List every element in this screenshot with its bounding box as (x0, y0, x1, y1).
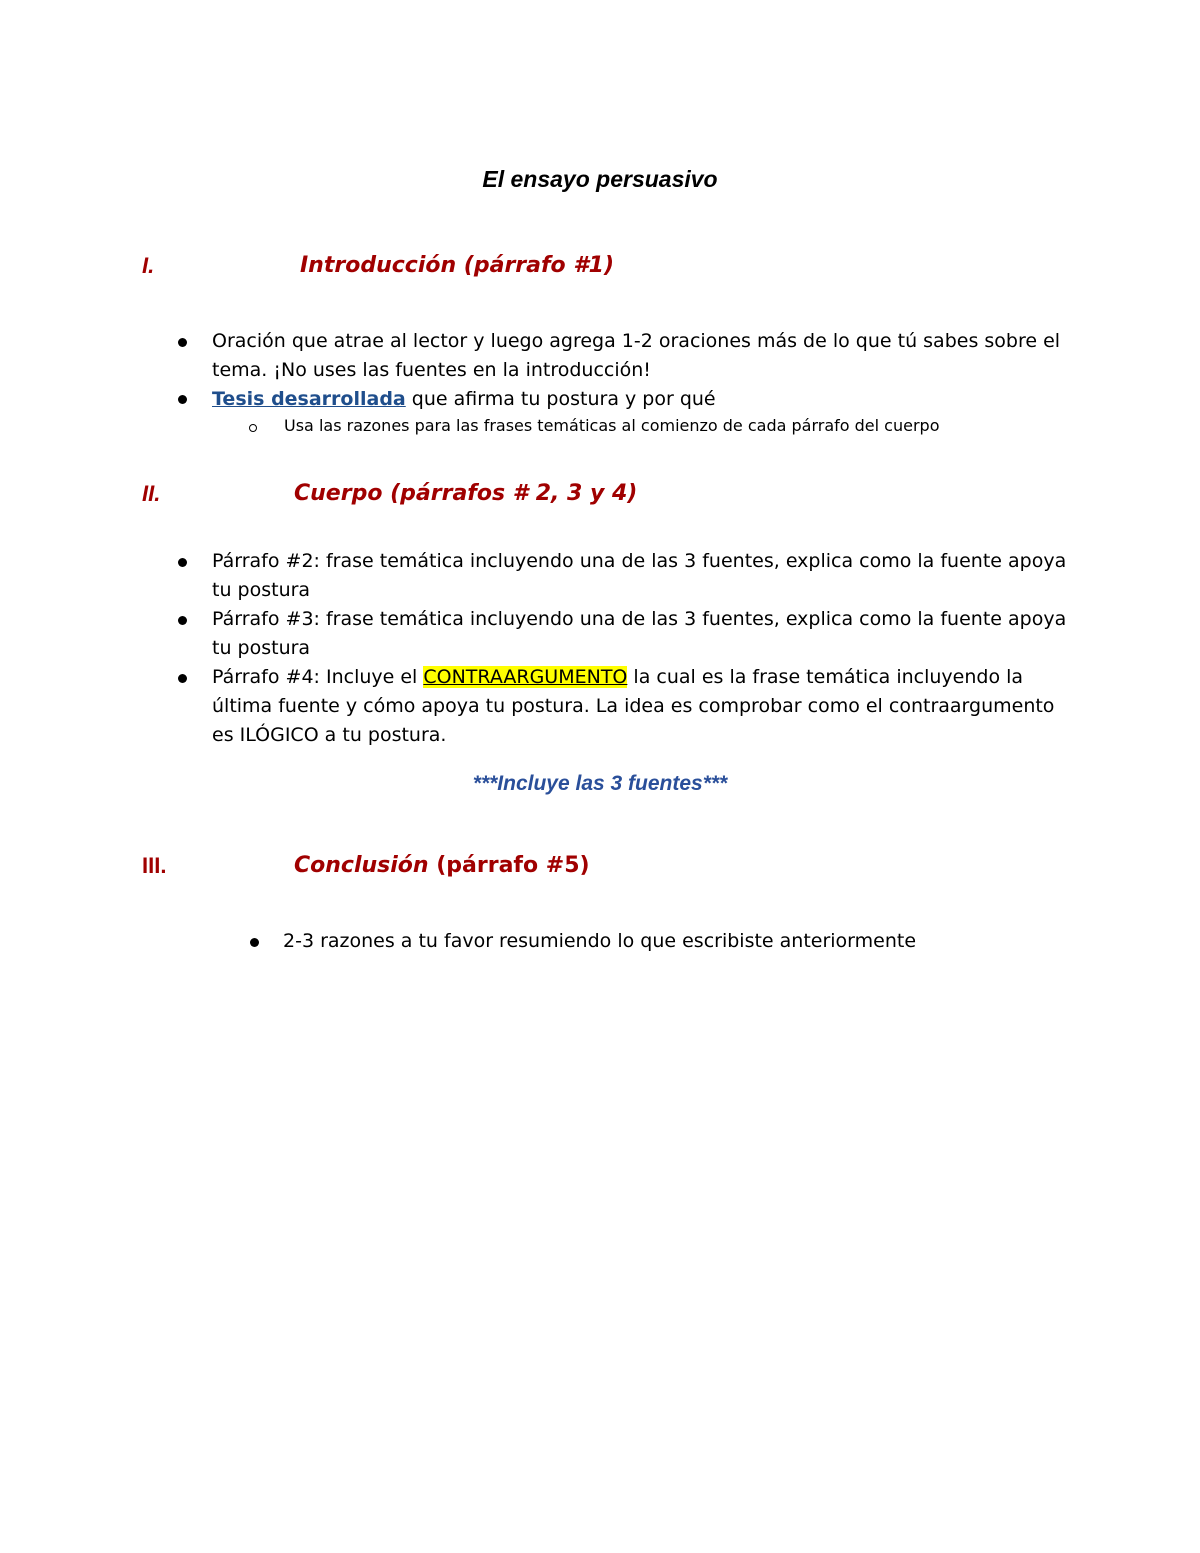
section-2-bullet-1-line-1: Párrafo #2: frase temática incluyendo una de las 3 fuentes, explica como la fuente apoya (212, 550, 1067, 572)
section-2-bullet-1-line-2: tu postura (212, 579, 311, 601)
section-1-bullet-1-line-1: Oración que atrae al lector y luego agrega 1-2 oraciones más de lo que tú sabes sobre el (212, 330, 1061, 352)
section-2-title: Cuerpo (párrafos # 2, 3 y 4) (294, 481, 638, 506)
section-1-title: Introducción (párrafo #1) (300, 253, 615, 278)
section-2-bullet-3-line-3: es ILÓGICO a tu postura. (212, 724, 447, 746)
thesis-link[interactable]: Tesis desarrollada (212, 388, 406, 410)
bullet-icon (178, 616, 187, 625)
section-1-bullet-2-rest: que afirma tu postura y por qué (405, 388, 716, 410)
bullet-icon (250, 938, 259, 947)
bullet-icon (178, 674, 187, 683)
section-2-number: II. (142, 481, 161, 506)
section-3-bullet-1: 2-3 razones a tu favor resumiendo lo que escribiste anteriormente (283, 930, 917, 952)
section-2-bullet-2-line-1: Párrafo #3: frase temática incluyendo una de las 3 fuentes, explica como la fuente apoya (212, 608, 1067, 630)
section-1-bullet-1-line-2: tema. ¡No uses las fuentes en la introducción! (212, 359, 651, 381)
section-2-bullet-3-pre: Párrafo #4: Incluye el (212, 666, 424, 688)
section-3-title-rest: (párrafo #5) (428, 853, 590, 878)
section-3-title-italic: Conclusión (294, 853, 429, 878)
bullet-icon (178, 395, 187, 404)
sub-bullet-icon (249, 424, 257, 432)
bullet-icon (178, 338, 187, 347)
section-1-number: I. (142, 253, 155, 278)
section-1-sub-bullet: Usa las razones para las frases temáticas al comienzo de cada párrafo del cuerpo (284, 416, 940, 435)
bullet-icon (178, 558, 187, 567)
section-2-bullet-3-post: la cual es la frase temática incluyendo la (627, 666, 1024, 688)
section-3-title (294, 853, 590, 878)
section-2-bullet-2-line-2: tu postura (212, 637, 311, 659)
sources-note: ***Incluye las 3 fuentes*** (472, 772, 728, 795)
section-1-bullet-2 (212, 385, 716, 414)
section-3-number: III. (142, 853, 167, 878)
section-2-bullet-3-line-1 (212, 663, 1023, 692)
page-title: El ensayo persuasivo (482, 166, 718, 192)
section-2-bullet-3-line-2: última fuente y cómo apoya tu postura. La idea es comprobar como el contraargumento (212, 695, 1055, 717)
counterargument-highlight: CONTRAARGUMENTO (423, 666, 628, 688)
